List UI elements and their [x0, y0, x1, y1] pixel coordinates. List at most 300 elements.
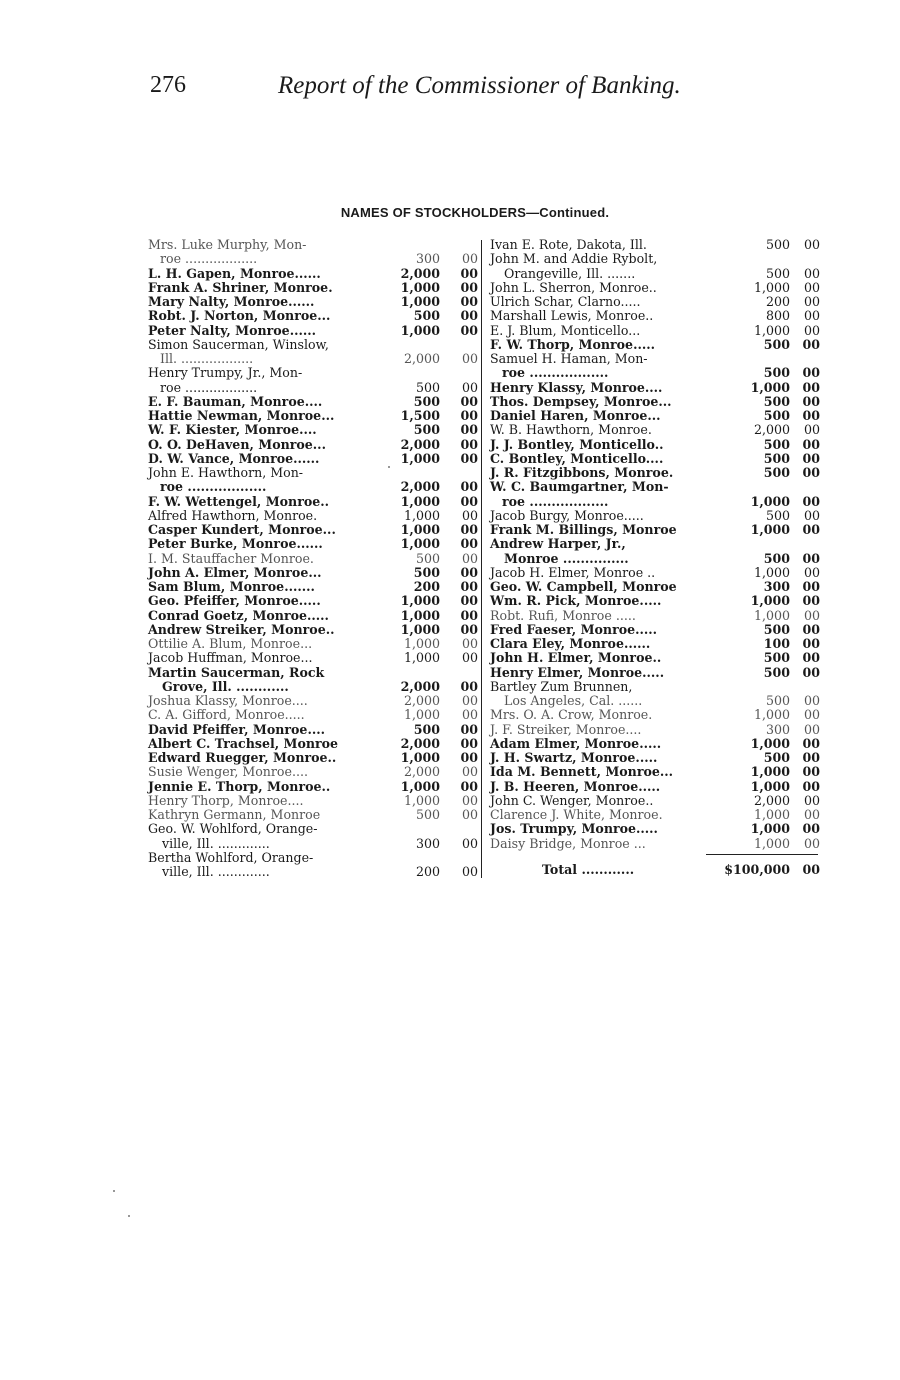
stockholder-row — [490, 694, 820, 708]
share-cents: 00 — [461, 807, 478, 822]
stockholder-name: Robt. Rufi, Monroe ..... — [490, 607, 636, 623]
stockholder-row — [148, 708, 478, 722]
total-cents: 00 — [802, 861, 820, 877]
stockholder-name: Casper Kundert, Monroe... — [148, 522, 336, 537]
stockholder-row — [490, 680, 820, 694]
share-cents: 00 — [802, 650, 820, 666]
share-cents: 00 — [802, 436, 820, 452]
stockholder-name: J. B. Heeren, Monroe..... — [490, 778, 661, 794]
stockholder-row — [490, 723, 820, 737]
stockholder-row — [490, 765, 820, 779]
section-title: NAMES OF STOCKHOLDERS—Continued. — [340, 205, 610, 220]
share-cents: 00 — [461, 251, 478, 267]
stockholder-name: Henry Thorp, Monroe.... — [148, 792, 304, 808]
share-amount: 200 — [765, 294, 790, 309]
stockholder-name: John L. Sherron, Monroe.. — [490, 279, 657, 295]
share-amount: 500 — [415, 379, 440, 395]
stockholder-row — [490, 395, 820, 409]
stockholder-name: Ottilie A. Blum, Monroe... — [148, 636, 313, 651]
stockholder-row — [490, 352, 820, 366]
stockholder-row — [490, 438, 820, 452]
stockholder-name: Mrs. O. A. Crow, Monroe. — [490, 707, 653, 723]
share-cents: 00 — [803, 422, 820, 438]
share-amount: 1,000 — [400, 621, 440, 637]
share-cents: 00 — [802, 465, 820, 480]
stockholder-name: Conrad Goetz, Monroe..... — [148, 607, 329, 623]
share-cents: 00 — [460, 778, 478, 794]
share-cents: 00 — [460, 721, 478, 737]
share-cents: 00 — [802, 778, 820, 794]
stockholder-row — [490, 423, 820, 437]
share-amount: 500 — [765, 507, 790, 523]
share-amount: 1,000 — [750, 778, 790, 794]
share-cents: 00 — [460, 294, 478, 309]
stockholder-row — [148, 566, 478, 580]
stockholder-row — [490, 780, 820, 794]
share-amount: 1,000 — [400, 322, 440, 338]
stockholder-name: roe .................. — [160, 379, 258, 395]
stockholder-name: W. F. Kiester, Monroe.... — [148, 422, 317, 438]
stockholder-name: John A. Elmer, Monroe... — [148, 564, 322, 580]
stockholder-row — [148, 466, 478, 480]
page-number: 276 — [150, 72, 186, 98]
stockholder-row — [148, 537, 478, 551]
stockholder-row — [148, 381, 478, 395]
share-cents: 00 — [802, 593, 820, 609]
stockholder-name: David Pfeiffer, Monroe.... — [148, 721, 325, 737]
stockholder-row — [148, 780, 478, 794]
stockholder-row — [148, 366, 478, 380]
stockholder-name: Wm. R. Pick, Monroe..... — [490, 593, 662, 609]
stockholder-row — [148, 609, 478, 623]
stockholder-name: John H. Elmer, Monroe.. — [490, 650, 662, 666]
share-amount: 1,000 — [400, 493, 440, 509]
share-amount: 2,000 — [400, 436, 440, 452]
stockholder-row — [490, 737, 820, 751]
stockholder-name: Susie Wenger, Monroe.... — [148, 764, 308, 780]
share-amount: 1,000 — [753, 279, 790, 295]
share-amount: 500 — [763, 365, 790, 381]
column-divider — [481, 240, 482, 878]
stockholder-name: Monroe ............... — [504, 550, 629, 566]
stockholder-row — [148, 338, 478, 352]
stockholder-name: Los Angeles, Cal. ...... — [504, 693, 643, 708]
share-cents: 00 — [460, 678, 478, 694]
print-speck — [388, 466, 390, 468]
share-cents: 00 — [803, 322, 820, 338]
stockholder-row — [490, 381, 820, 395]
stockholder-name: Joshua Klassy, Monroe.... — [148, 693, 308, 708]
share-amount: 1,000 — [400, 294, 440, 309]
stockholder-name: Frank A. Shriner, Monroe. — [148, 279, 333, 295]
stockholder-name: ville, Ill. ............. — [162, 864, 270, 879]
stockholder-row — [148, 865, 478, 879]
stockholder-row — [148, 480, 478, 494]
share-amount: 1,000 — [753, 807, 790, 822]
share-amount: 500 — [765, 693, 790, 708]
stockholder-name: Jacob H. Elmer, Monroe .. — [490, 564, 656, 580]
share-amount: 1,000 — [403, 707, 440, 723]
stockholder-row — [148, 523, 478, 537]
total-row — [490, 863, 820, 877]
share-amount: 300 — [765, 721, 790, 737]
share-amount: 2,000 — [403, 693, 440, 708]
stockholder-name: Peter Burke, Monroe...... — [148, 536, 323, 552]
stockholder-row — [490, 594, 820, 608]
stockholder-row — [490, 751, 820, 765]
share-cents: 00 — [802, 393, 820, 409]
stockholder-name: roe .................. — [502, 365, 609, 381]
share-cents: 00 — [802, 408, 820, 423]
running-title: Report of the Commissioner of Banking. — [278, 72, 681, 99]
stockholder-name: Mrs. Luke Murphy, Mon- — [148, 237, 307, 252]
share-amount: 500 — [763, 650, 790, 666]
stockholder-name: John E. Hawthorn, Mon- — [148, 465, 304, 480]
stockholder-row — [490, 537, 820, 551]
share-cents: 00 — [461, 650, 478, 666]
stockholder-row — [148, 352, 478, 366]
share-cents: 00 — [803, 835, 820, 851]
stockholder-name: roe .................. — [160, 251, 258, 267]
share-cents: 00 — [460, 436, 478, 452]
stockholder-name: Bartley Zum Brunnen, — [490, 678, 633, 694]
stockholder-name: Martin Saucerman, Rock — [148, 664, 325, 680]
share-cents: 00 — [802, 522, 820, 537]
stockholder-row — [490, 409, 820, 423]
print-speck — [113, 1190, 115, 1192]
share-amount: 300 — [415, 251, 440, 267]
stockholder-name: Geo. W. Campbell, Monroe — [490, 579, 677, 594]
stockholder-name: Mary Nalty, Monroe...... — [148, 294, 315, 309]
share-amount: 1,000 — [400, 593, 440, 609]
share-cents: 00 — [461, 864, 478, 879]
stockholder-row — [490, 580, 820, 594]
share-amount: 1,000 — [753, 707, 790, 723]
share-cents: 00 — [460, 493, 478, 509]
share-amount: 500 — [763, 550, 790, 566]
share-cents: 00 — [802, 664, 820, 680]
stockholder-row — [490, 466, 820, 480]
stockholder-name: Henry Elmer, Monroe..... — [490, 664, 665, 680]
stockholder-name: J. R. Fitzgibbons, Monroe. — [490, 465, 674, 480]
stockholder-name: Samuel H. Haman, Mon- — [490, 351, 648, 366]
share-cents: 00 — [802, 579, 820, 594]
share-amount: 800 — [765, 308, 790, 324]
stockholder-name: Clarence J. White, Monroe. — [490, 807, 663, 822]
stockholder-name: E. F. Bauman, Monroe.... — [148, 393, 323, 409]
share-amount: 500 — [765, 265, 790, 281]
stockholder-name: C. A. Gifford, Monroe..... — [148, 707, 305, 723]
stockholder-name: Edward Ruegger, Monroe.. — [148, 750, 337, 765]
share-amount: 1,000 — [400, 279, 440, 295]
share-amount: 1,000 — [400, 778, 440, 794]
stockholder-name: Kathryn Germann, Monroe — [148, 807, 321, 822]
share-amount: 1,000 — [400, 450, 440, 466]
stockholder-name: Orangeville, Ill. ....... — [504, 265, 636, 281]
stockholder-name: roe .................. — [502, 493, 609, 509]
share-amount: 1,000 — [750, 593, 790, 609]
stockholder-name: Geo. Pfeiffer, Monroe..... — [148, 593, 321, 609]
stockholder-row — [490, 309, 820, 323]
share-amount: 200 — [415, 864, 440, 879]
stockholder-name: Hattie Newman, Monroe... — [148, 408, 335, 423]
stockholder-name: I. M. Stauffacher Monroe. — [148, 550, 314, 566]
share-amount: 500 — [763, 336, 790, 352]
share-cents: 00 — [460, 393, 478, 409]
share-cents: 00 — [802, 550, 820, 566]
stockholder-row — [148, 452, 478, 466]
share-amount: 1,000 — [403, 650, 440, 666]
share-cents: 00 — [461, 792, 478, 808]
share-amount: 1,000 — [400, 522, 440, 537]
share-cents: 00 — [460, 422, 478, 438]
stockholder-row — [148, 651, 478, 665]
share-amount: 1,000 — [403, 792, 440, 808]
share-amount: 1,000 — [403, 636, 440, 651]
stockholder-name: Simon Saucerman, Winslow, — [148, 336, 329, 352]
share-cents: 00 — [460, 735, 478, 751]
share-amount: 500 — [763, 393, 790, 409]
stockholder-row — [148, 723, 478, 737]
share-cents: 00 — [460, 479, 478, 495]
total-amount: $100,000 — [724, 861, 790, 877]
stockholder-name: J. H. Swartz, Monroe..... — [490, 750, 658, 765]
share-cents: 00 — [460, 579, 478, 594]
stockholder-name: John M. and Addie Rybolt, — [490, 251, 658, 267]
share-amount: 2,000 — [403, 764, 440, 780]
share-cents: 00 — [461, 835, 478, 851]
share-cents: 00 — [461, 507, 478, 523]
stockholder-row — [490, 238, 820, 252]
share-cents: 00 — [461, 636, 478, 651]
share-cents: 00 — [803, 792, 820, 808]
stockholder-row — [490, 452, 820, 466]
stockholder-row — [490, 566, 820, 580]
stockholder-row — [148, 267, 478, 281]
stockholder-row — [148, 509, 478, 523]
share-amount: 500 — [415, 550, 440, 566]
stockholder-row — [490, 495, 820, 509]
stockholder-row — [148, 694, 478, 708]
share-cents: 00 — [803, 707, 820, 723]
share-cents: 00 — [461, 379, 478, 395]
share-cents: 00 — [460, 536, 478, 552]
share-amount: 1,000 — [750, 821, 790, 837]
share-cents: 00 — [460, 279, 478, 295]
share-cents: 00 — [461, 764, 478, 780]
stockholder-name: L. H. Gapen, Monroe...... — [148, 265, 321, 281]
stockholder-name: Grove, Ill. ............ — [162, 678, 289, 694]
stockholder-name: Jos. Trumpy, Monroe..... — [490, 821, 658, 837]
stockholder-row — [148, 281, 478, 295]
share-amount: 500 — [763, 750, 790, 765]
stockholder-name: Peter Nalty, Monroe...... — [148, 322, 316, 338]
stockholder-row — [148, 438, 478, 452]
stockholder-name: Ivan E. Rote, Dakota, Ill. — [490, 237, 647, 252]
stockholder-name: W. C. Baumgartner, Mon- — [490, 479, 669, 495]
share-cents: 00 — [460, 450, 478, 466]
share-cents: 00 — [802, 621, 820, 637]
stockholder-row — [148, 409, 478, 423]
share-amount: 300 — [415, 835, 440, 851]
share-cents: 00 — [803, 308, 820, 324]
share-amount: 1,000 — [400, 750, 440, 765]
stockholder-row — [490, 295, 820, 309]
stockholder-name: E. J. Blum, Monticello... — [490, 322, 641, 338]
share-amount: 1,000 — [750, 379, 790, 395]
stockholder-name: Henry Trumpy, Jr., Mon- — [148, 365, 303, 381]
share-cents: 00 — [460, 322, 478, 338]
share-cents: 00 — [802, 764, 820, 780]
share-amount: 500 — [413, 422, 440, 438]
stockholder-row — [490, 609, 820, 623]
share-cents: 00 — [460, 593, 478, 609]
share-amount: 500 — [413, 564, 440, 580]
share-cents: 00 — [461, 351, 478, 366]
share-cents: 00 — [461, 550, 478, 566]
share-amount: 1,000 — [753, 322, 790, 338]
share-cents: 00 — [460, 607, 478, 623]
share-cents: 00 — [803, 279, 820, 295]
stockholder-name: Albert C. Trachsel, Monroe — [148, 735, 339, 751]
stockholder-row — [490, 651, 820, 665]
stockholder-row — [490, 794, 820, 808]
share-amount: 1,000 — [753, 835, 790, 851]
share-cents: 00 — [802, 365, 820, 381]
stockholder-name: Daniel Haren, Monroe... — [490, 408, 661, 423]
share-cents: 00 — [802, 750, 820, 765]
page-header — [150, 72, 710, 106]
stockholder-row — [490, 480, 820, 494]
stockholder-name: Ida M. Bennett, Monroe... — [490, 764, 674, 780]
share-amount: 500 — [763, 621, 790, 637]
stockholder-name: Ill. .................. — [160, 351, 254, 366]
stockholder-row — [490, 267, 820, 281]
stockholder-row — [490, 252, 820, 266]
share-amount: 500 — [413, 393, 440, 409]
total-rule — [706, 854, 818, 855]
share-amount: 500 — [413, 721, 440, 737]
share-cents: 00 — [803, 607, 820, 623]
stockholder-row — [490, 666, 820, 680]
stockholder-row — [148, 423, 478, 437]
stockholder-name: J. J. Bontley, Monticello.. — [490, 436, 664, 452]
share-amount: 2,000 — [753, 422, 790, 438]
share-cents: 00 — [460, 265, 478, 281]
stockholder-name: Jacob Burgy, Monroe..... — [490, 507, 644, 523]
share-amount: 2,000 — [400, 678, 440, 694]
share-amount: 1,000 — [403, 507, 440, 523]
stockholder-name: Clara Eley, Monroe...... — [490, 636, 651, 651]
stockholder-row — [490, 338, 820, 352]
stockholder-row — [148, 765, 478, 779]
stockholder-name: Daisy Bridge, Monroe ... — [490, 835, 646, 851]
stockholder-row — [148, 680, 478, 694]
share-cents: 00 — [802, 450, 820, 466]
stockholder-row — [148, 238, 478, 252]
stockholder-row — [490, 822, 820, 836]
stockholder-row — [148, 552, 478, 566]
stockholder-name: F. W. Thorp, Monroe..... — [490, 336, 655, 352]
stockholder-row — [490, 808, 820, 822]
share-amount: 500 — [763, 450, 790, 466]
share-amount: 1,000 — [753, 564, 790, 580]
stockholder-row — [148, 737, 478, 751]
stockholder-name: Alfred Hawthorn, Monroe. — [148, 507, 318, 523]
stockholders-right-column — [490, 238, 820, 877]
share-cents: 00 — [460, 408, 478, 423]
share-cents: 00 — [803, 294, 820, 309]
share-amount: 1,000 — [400, 607, 440, 623]
share-cents: 00 — [803, 507, 820, 523]
share-amount: 2,000 — [753, 792, 790, 808]
share-cents: 00 — [460, 564, 478, 580]
share-cents: 00 — [460, 621, 478, 637]
stockholder-name: Sam Blum, Monroe....... — [148, 579, 315, 594]
stockholder-row — [148, 495, 478, 509]
stockholder-row — [490, 837, 820, 851]
share-amount: 500 — [763, 408, 790, 423]
share-cents: 00 — [803, 237, 820, 252]
print-speck — [128, 1215, 130, 1217]
share-cents: 00 — [802, 735, 820, 751]
stockholder-row — [148, 623, 478, 637]
stockholder-name: Robt. J. Norton, Monroe... — [148, 308, 331, 324]
stockholder-row — [148, 822, 478, 836]
stockholder-name: Jennie E. Thorp, Monroe.. — [148, 778, 331, 794]
share-amount: 1,500 — [400, 408, 440, 423]
stockholder-name: Marshall Lewis, Monroe.. — [490, 308, 654, 324]
share-amount: 500 — [413, 308, 440, 324]
stockholder-row — [148, 309, 478, 323]
share-cents: 00 — [461, 693, 478, 708]
share-cents: 00 — [803, 721, 820, 737]
share-cents: 00 — [802, 336, 820, 352]
stockholder-row — [490, 552, 820, 566]
stockholder-row — [490, 324, 820, 338]
share-amount: 2,000 — [400, 479, 440, 495]
stockholder-row — [148, 794, 478, 808]
share-amount: 500 — [765, 237, 790, 252]
stockholder-name: F. W. Wettengel, Monroe.. — [148, 493, 330, 509]
stockholder-row — [490, 366, 820, 380]
share-amount: 200 — [413, 579, 440, 594]
share-cents: 00 — [803, 564, 820, 580]
share-amount: 2,000 — [403, 351, 440, 366]
share-amount: 500 — [415, 807, 440, 822]
share-amount: 500 — [763, 664, 790, 680]
stockholder-name: Jacob Huffman, Monroe... — [148, 650, 313, 666]
share-amount: 500 — [763, 436, 790, 452]
share-amount: 500 — [763, 465, 790, 480]
stockholder-row — [148, 324, 478, 338]
stockholder-row — [490, 623, 820, 637]
stockholder-row — [148, 295, 478, 309]
stockholder-name: roe .................. — [160, 479, 267, 495]
stockholder-name: J. F. Streiker, Monroe.... — [490, 721, 642, 737]
stockholder-row — [490, 523, 820, 537]
stockholder-row — [148, 751, 478, 765]
stockholder-row — [148, 808, 478, 822]
stockholder-row — [148, 395, 478, 409]
share-amount: 1,000 — [750, 493, 790, 509]
share-amount: 1,000 — [753, 607, 790, 623]
share-cents: 00 — [460, 750, 478, 765]
stockholder-row — [490, 708, 820, 722]
stockholder-name: O. O. DeHaven, Monroe... — [148, 436, 326, 452]
share-cents: 00 — [803, 693, 820, 708]
stockholder-name: Bertha Wohlford, Orange- — [148, 849, 314, 865]
